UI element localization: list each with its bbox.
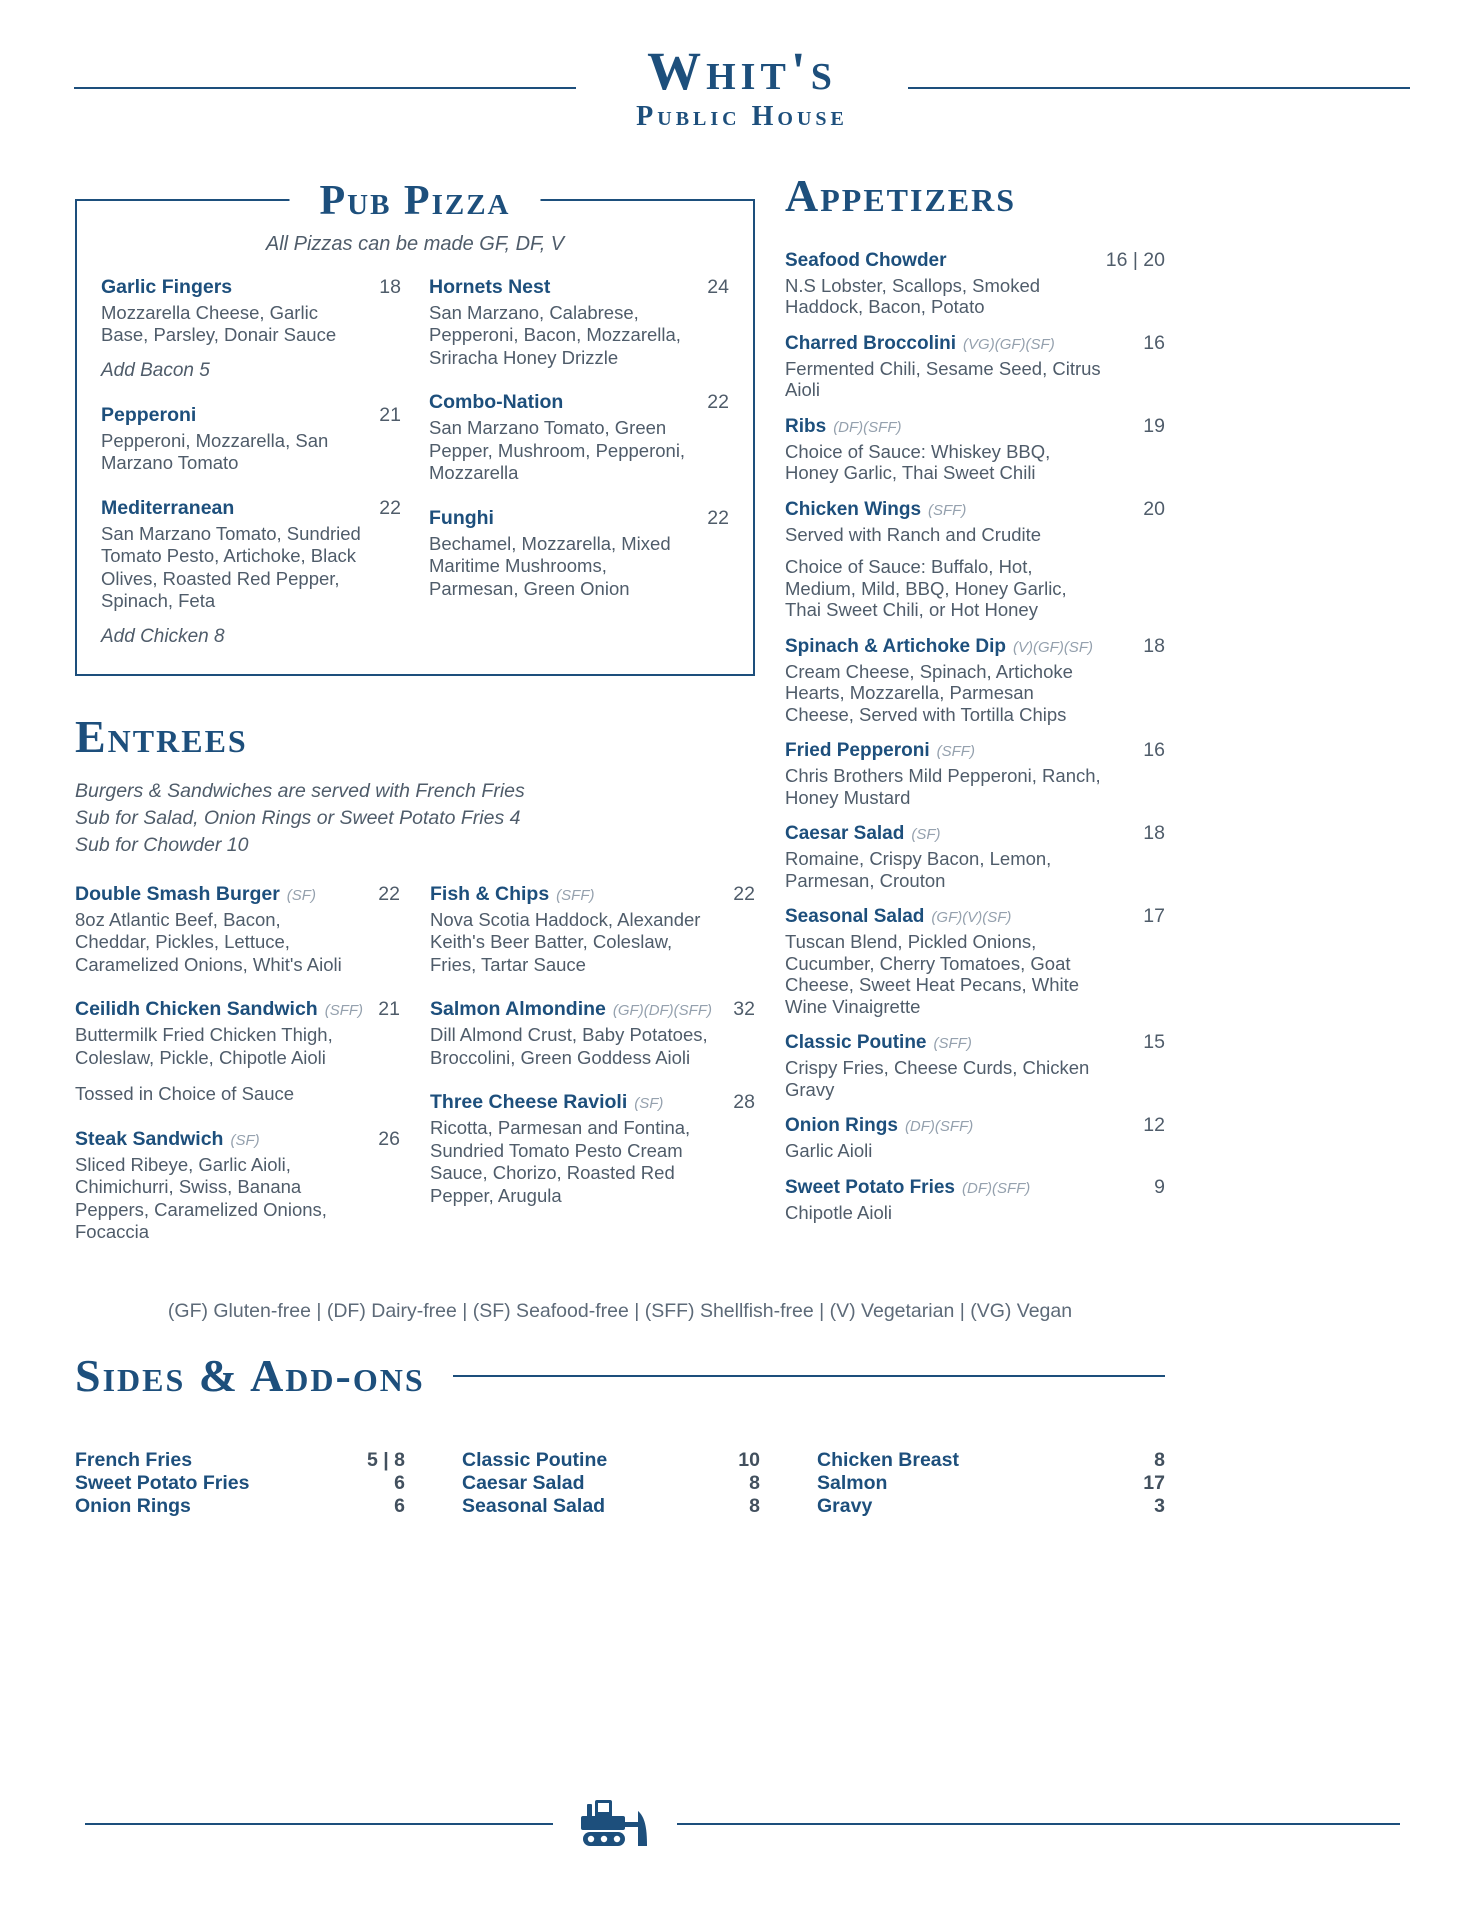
- item-header: [785, 249, 1165, 272]
- item-description: Romaine, Crispy Bacon, Lemon, Parmesan, Crouton: [785, 848, 1052, 891]
- side-item: [75, 1449, 405, 1472]
- item-price: 21: [378, 998, 400, 1021]
- item-name: Mediterranean: [101, 496, 235, 519]
- pizza-columns: [101, 276, 729, 670]
- footer-rule-right: [677, 1823, 1400, 1825]
- item-header: [429, 507, 729, 530]
- item-name: Fried Pepperoni: [785, 740, 930, 762]
- item-extra-note: Choice of Sauce: Buffalo, Hot, Medium, Mild, BBQ, Honey Garlic, Thai Sweet Chili, or Hot Honey: [785, 556, 1067, 621]
- pizza-column-1: [101, 276, 401, 670]
- menu-item: [785, 249, 1165, 318]
- menu-item: [429, 391, 729, 485]
- item-description: Buttermilk Fried Chicken Thigh, Coleslaw, Pickle, Chipotle Aioli: [75, 1024, 333, 1068]
- item-price: 19: [1143, 414, 1165, 437]
- menu-item: [75, 883, 400, 977]
- item-dietary-tags: (SF): [286, 886, 316, 904]
- item-addon-note: Add Chicken 8: [101, 625, 225, 647]
- item-header: [785, 498, 1165, 521]
- menu-item: [101, 404, 401, 475]
- header-rule-left: [74, 87, 576, 89]
- menu-item: [75, 998, 400, 1106]
- side-name: Onion Rings: [75, 1494, 191, 1517]
- item-price: 21: [379, 403, 401, 426]
- item-header: [430, 998, 755, 1021]
- side-price: 8: [749, 1471, 760, 1494]
- item-name: Seasonal Salad: [785, 906, 925, 928]
- item-name: Double Smash Burger: [75, 882, 280, 905]
- item-header: [101, 276, 401, 299]
- item-dietary-tags: (SF): [911, 826, 941, 844]
- footer-rule-left: [85, 1823, 553, 1825]
- item-header: [785, 822, 1165, 845]
- side-price: 6: [394, 1471, 405, 1494]
- sides-column-2: [462, 1449, 760, 1518]
- item-name: Ceilidh Chicken Sandwich: [75, 998, 318, 1021]
- item-price: 16 | 20: [1105, 248, 1165, 271]
- section-appetizers: [785, 169, 1165, 1266]
- entrees-notes: [75, 778, 755, 859]
- item-price: 9: [1154, 1175, 1165, 1198]
- item-description: Ricotta, Parmesan and Fontina, Sundried Tomato Pesto Cream Sauce, Chorizo, Roasted Red Pepper, Arugula: [430, 1117, 691, 1206]
- item-addon-note: Add Bacon 5: [101, 359, 210, 381]
- item-price: 18: [379, 275, 401, 298]
- side-item: [462, 1472, 760, 1495]
- sides-columns: [75, 1449, 1165, 1518]
- sides-rule: [453, 1375, 1165, 1377]
- item-dietary-tags: (DF)(SFF): [833, 418, 902, 436]
- item-header: [75, 1128, 400, 1151]
- side-price: 10: [738, 1448, 760, 1471]
- bulldozer-icon: [577, 1798, 653, 1850]
- brand: [636, 41, 848, 133]
- item-dietary-tags: (SFF): [556, 886, 595, 904]
- item-header: [785, 905, 1165, 928]
- sides-column-3: [817, 1449, 1165, 1518]
- side-price: 8: [749, 1494, 760, 1517]
- left-column: [75, 173, 755, 1266]
- menu-item: [429, 276, 729, 370]
- menu-item: [430, 1091, 755, 1207]
- item-name: Spinach & Artichoke Dip: [785, 635, 1006, 657]
- item-dietary-tags: (SFF): [933, 1035, 972, 1053]
- item-price: 22: [707, 506, 729, 529]
- menu-item: [101, 276, 401, 382]
- item-price: 22: [733, 882, 755, 905]
- item-name: Caesar Salad: [785, 823, 905, 845]
- item-dietary-tags: (SF): [634, 1095, 664, 1113]
- side-item: [817, 1495, 1165, 1518]
- header: [0, 0, 1484, 133]
- item-dietary-tags: (V)(GF)(SF): [1013, 638, 1093, 656]
- item-price: 18: [1143, 634, 1165, 657]
- entrees-column-2: [430, 883, 755, 1266]
- item-name: Fish & Chips: [430, 882, 550, 905]
- side-name: Salmon: [817, 1471, 888, 1494]
- item-name: Steak Sandwich: [75, 1127, 224, 1150]
- menu-item: [430, 883, 755, 977]
- menu-item: [785, 1031, 1165, 1100]
- item-name: Salmon Almondine: [430, 998, 606, 1021]
- item-description: San Marzano Tomato, Green Pepper, Mushroom, Pepperoni, Mozzarella: [429, 417, 686, 484]
- entrees-columns: [75, 883, 755, 1266]
- item-description: 8oz Atlantic Beef, Bacon, Cheddar, Pickles, Lettuce, Caramelized Onions, Whit's Aioli: [75, 908, 342, 975]
- entrees-column-1: [75, 883, 400, 1266]
- item-description: Crispy Fries, Cheese Curds, Chicken Gravy: [785, 1057, 1090, 1100]
- item-dietary-tags: (SF): [230, 1131, 260, 1149]
- item-price: 16: [1143, 739, 1165, 762]
- entrees-note-line: Sub for Chowder 10: [75, 833, 249, 856]
- item-description: Served with Ranch and Crudite: [785, 523, 1042, 545]
- menu-item: [785, 905, 1165, 1017]
- side-item: [817, 1449, 1165, 1472]
- item-header: [785, 1176, 1165, 1199]
- item-description: Dill Almond Crust, Baby Potatoes, Broccolini, Green Goddess Aioli: [430, 1024, 708, 1068]
- item-header: [785, 415, 1165, 438]
- item-price: 15: [1143, 1031, 1165, 1054]
- section-sides: [75, 1349, 1165, 1518]
- appetizers-title: Appetizers: [785, 169, 1017, 221]
- section-entrees: [75, 710, 755, 1266]
- side-name: Gravy: [817, 1494, 873, 1517]
- side-name: Seasonal Salad: [462, 1494, 606, 1517]
- side-name: Sweet Potato Fries: [75, 1471, 250, 1494]
- side-name: French Fries: [75, 1448, 193, 1471]
- item-price: 17: [1143, 905, 1165, 928]
- menu-item: [785, 739, 1165, 808]
- side-name: Classic Poutine: [462, 1448, 608, 1471]
- item-description: N.S Lobster, Scallops, Smoked Haddock, Bacon, Potato: [785, 274, 1041, 318]
- dietary-legend: (GF) Gluten-free | (DF) Dairy-free | (SF) Seafood-free | (SFF) Shellfish-free | (V) Vegetarian | (VG) Vegan: [167, 1299, 1073, 1322]
- item-price: 28: [733, 1091, 755, 1114]
- side-item: [75, 1472, 405, 1495]
- pub-pizza-box: [75, 177, 755, 676]
- item-header: [101, 404, 401, 427]
- item-description: Mozzarella Cheese, Garlic Base, Parsley, Donair Sauce: [101, 301, 337, 346]
- pizza-column-2: [429, 276, 729, 670]
- item-price: 24: [707, 275, 729, 298]
- item-name: Onion Rings: [785, 1115, 898, 1137]
- footer: [85, 1798, 1400, 1850]
- item-name: Classic Poutine: [785, 1032, 927, 1054]
- item-dietary-tags: (SFF): [936, 743, 975, 761]
- item-name: Ribs: [785, 415, 827, 437]
- item-header: [785, 739, 1165, 762]
- entrees-title: Entrees: [75, 710, 248, 762]
- restaurant-name: Whit's: [647, 41, 837, 101]
- item-dietary-tags: (SFF): [928, 501, 967, 519]
- sides-header: [75, 1349, 1165, 1401]
- sides-title: Sides & Add-ons: [75, 1349, 425, 1401]
- menu-item: [785, 822, 1165, 891]
- item-name: Hornets Nest: [429, 275, 551, 298]
- item-price: 22: [707, 391, 729, 414]
- item-extra-note: Tossed in Choice of Sauce: [75, 1083, 295, 1105]
- pub-pizza-note: All Pizzas can be made GF, DF, V: [265, 232, 565, 255]
- menu-item: [785, 498, 1165, 621]
- menu-item: [429, 507, 729, 601]
- item-description: Fermented Chili, Sesame Seed, Citrus Aioli: [785, 357, 1101, 401]
- item-description: Cream Cheese, Spinach, Artichoke Hearts, Mozzarella, Parmesan Cheese, Served with Tortilla Chips: [785, 660, 1073, 725]
- item-dietary-tags: (DF)(SFF): [962, 1179, 1031, 1197]
- item-price: 18: [1143, 822, 1165, 845]
- item-dietary-tags: (GF)(V)(SF): [931, 909, 1012, 927]
- item-dietary-tags: (VG)(GF)(SF): [963, 335, 1055, 353]
- menu-item: [430, 998, 755, 1069]
- item-price: 20: [1143, 497, 1165, 520]
- menu-item: [785, 415, 1165, 484]
- side-price: 3: [1154, 1494, 1165, 1517]
- restaurant-subtitle: Public House: [636, 101, 848, 132]
- item-name: Funghi: [429, 506, 494, 529]
- item-header: [785, 1031, 1165, 1054]
- menu-item: [785, 1114, 1165, 1162]
- item-description: Bechamel, Mozzarella, Mixed Maritime Mushrooms, Parmesan, Green Onion: [429, 532, 671, 599]
- item-header: [785, 635, 1165, 658]
- item-header: [430, 883, 755, 906]
- item-header: [430, 1091, 755, 1114]
- item-name: Three Cheese Ravioli: [430, 1091, 628, 1114]
- item-description: San Marzano, Calabrese, Pepperoni, Bacon, Mozzarella, Sriracha Honey Drizzle: [429, 301, 681, 368]
- item-dietary-tags: (DF)(SFF): [904, 1118, 974, 1136]
- item-price: 12: [1143, 1114, 1165, 1137]
- item-price: 22: [379, 496, 401, 519]
- item-description: Choice of Sauce: Whiskey BBQ, Honey Garlic, Thai Sweet Chili: [785, 440, 1051, 484]
- item-name: Pepperoni: [101, 403, 197, 426]
- item-header: [75, 998, 400, 1021]
- pub-pizza-title: Pub Pizza: [289, 180, 540, 222]
- item-name: Sweet Potato Fries: [785, 1176, 955, 1198]
- side-item: [462, 1449, 760, 1472]
- item-name: Charred Broccolini: [785, 332, 957, 354]
- side-item: [462, 1495, 760, 1518]
- menu-item: [75, 1128, 400, 1244]
- side-name: Caesar Salad: [462, 1471, 585, 1494]
- header-rule-right: [908, 87, 1410, 89]
- item-header: [75, 883, 400, 906]
- entrees-note-line: Burgers & Sandwiches are served with French Fries: [75, 779, 525, 802]
- item-name: Seafood Chowder: [785, 249, 947, 271]
- item-header: [429, 391, 729, 414]
- item-price: 26: [378, 1127, 400, 1150]
- item-header: [785, 1114, 1165, 1137]
- item-dietary-tags: (SFF): [324, 1002, 364, 1020]
- item-header: [101, 497, 401, 520]
- side-name: Chicken Breast: [817, 1448, 959, 1471]
- side-item: [817, 1472, 1165, 1495]
- side-price: 8: [1154, 1448, 1165, 1471]
- side-price: 17: [1143, 1471, 1165, 1494]
- side-price: 5 | 8: [367, 1448, 405, 1471]
- item-price: 16: [1143, 331, 1165, 354]
- item-header: [785, 332, 1165, 355]
- sides-column-1: [75, 1449, 405, 1518]
- item-header: [429, 276, 729, 299]
- menu-item: [785, 1176, 1165, 1224]
- item-description: San Marzano Tomato, Sundried Tomato Pesto, Artichoke, Black Olives, Roasted Red Pepper, Spinach, Feta: [101, 522, 361, 612]
- content: [0, 169, 1484, 1266]
- menu-item: [785, 635, 1165, 726]
- item-price: 22: [378, 882, 400, 905]
- item-description: Nova Scotia Haddock, Alexander Keith's Beer Batter, Coleslaw, Fries, Tartar Sauce: [430, 908, 701, 975]
- menu-item: [785, 332, 1165, 401]
- section-pub-pizza: [75, 173, 755, 676]
- item-name: Chicken Wings: [785, 498, 922, 520]
- item-description: Chipotle Aioli: [785, 1201, 892, 1223]
- item-price: 32: [733, 998, 755, 1021]
- side-item: [75, 1495, 405, 1518]
- menu-item: [101, 497, 401, 648]
- entrees-note-line: Sub for Salad, Onion Rings or Sweet Potato Fries 4: [75, 806, 521, 829]
- item-name: Garlic Fingers: [101, 275, 233, 298]
- item-dietary-tags: (GF)(DF)(SFF): [612, 1002, 713, 1020]
- item-description: Pepperoni, Mozzarella, San Marzano Tomato: [101, 429, 329, 474]
- item-name: Combo-Nation: [429, 391, 564, 414]
- item-description: Garlic Aioli: [785, 1140, 873, 1162]
- item-description: Sliced Ribeye, Garlic Aioli, Chimichurri, Swiss, Banana Peppers, Caramelized Onions, Focaccia: [75, 1153, 327, 1243]
- item-description: Chris Brothers Mild Pepperoni, Ranch, Honey Mustard: [785, 765, 1101, 808]
- side-price: 6: [394, 1494, 405, 1517]
- item-description: Tuscan Blend, Pickled Onions, Cucumber, Cherry Tomatoes, Goat Cheese, Sweet Heat Pecans, White Wine Vinaigrette: [785, 931, 1080, 1017]
